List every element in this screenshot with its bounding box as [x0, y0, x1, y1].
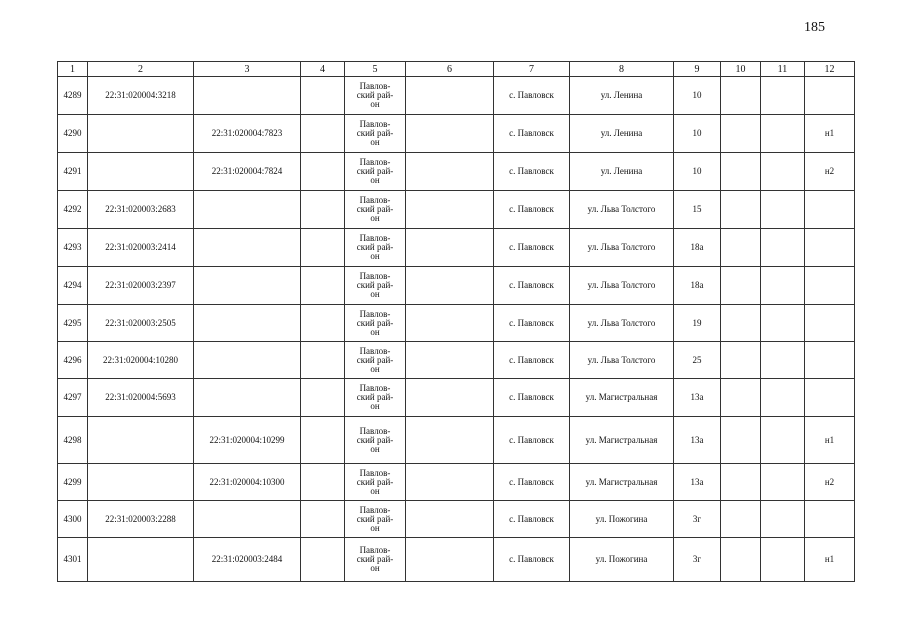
district-cell: Павлов- ский рай- он [345, 464, 406, 501]
column-4-cell [301, 417, 345, 464]
note-cell [805, 77, 855, 115]
row-number-cell: 4292 [58, 191, 88, 229]
object-cadastral-cell: 22:31:020004:7824 [194, 153, 301, 191]
column-11-cell [761, 538, 805, 582]
cadastral-number-cell [88, 417, 194, 464]
district-cell: Павлов- ский рай- он [345, 153, 406, 191]
cadastral-number-cell [88, 538, 194, 582]
column-10-cell [721, 153, 761, 191]
cadastral-number-cell: 22:31:020003:2505 [88, 305, 194, 342]
house-number-cell: 19 [674, 305, 721, 342]
settlement-cell: с. Павловск [494, 417, 570, 464]
column-4-cell [301, 153, 345, 191]
column-4-cell [301, 229, 345, 267]
row-number-cell: 4301 [58, 538, 88, 582]
object-cadastral-cell [194, 342, 301, 379]
column-11-cell [761, 191, 805, 229]
settlement-cell: с. Павловск [494, 538, 570, 582]
district-cell: Павлов- ский рай- он [345, 342, 406, 379]
note-cell: н1 [805, 115, 855, 153]
column-11-cell [761, 267, 805, 305]
cadastral-number-cell: 22:31:020004:10280 [88, 342, 194, 379]
table-row [58, 229, 855, 267]
table-row [58, 191, 855, 229]
district-cell: Павлов- ский рай- он [345, 267, 406, 305]
street-cell: ул. Ленина [570, 77, 674, 115]
column-6-cell [406, 267, 494, 305]
note-cell: н1 [805, 417, 855, 464]
row-number-cell: 4295 [58, 305, 88, 342]
house-number-cell: 18а [674, 267, 721, 305]
street-cell: ул. Льва Толстого [570, 342, 674, 379]
column-10-cell [721, 538, 761, 582]
table-header-row [58, 62, 855, 77]
street-cell: ул. Льва Толстого [570, 267, 674, 305]
column-header: 5 [345, 62, 406, 77]
column-10-cell [721, 464, 761, 501]
street-cell: ул. Льва Толстого [570, 191, 674, 229]
house-number-cell: 10 [674, 115, 721, 153]
column-10-cell [721, 191, 761, 229]
column-11-cell [761, 379, 805, 417]
district-cell: Павлов- ский рай- он [345, 229, 406, 267]
object-cadastral-cell [194, 229, 301, 267]
column-6-cell [406, 115, 494, 153]
cadastral-number-cell [88, 115, 194, 153]
street-cell: ул. Ленина [570, 153, 674, 191]
column-header: 9 [674, 62, 721, 77]
cadastral-number-cell: 22:31:020004:3218 [88, 77, 194, 115]
cadastral-number-cell [88, 464, 194, 501]
house-number-cell: 13а [674, 464, 721, 501]
column-4-cell [301, 501, 345, 538]
column-11-cell [761, 77, 805, 115]
column-header: 12 [805, 62, 855, 77]
column-4-cell [301, 342, 345, 379]
object-cadastral-cell [194, 501, 301, 538]
row-number-cell: 4298 [58, 417, 88, 464]
column-header: 2 [88, 62, 194, 77]
house-number-cell: 10 [674, 153, 721, 191]
note-cell [805, 267, 855, 305]
column-10-cell [721, 229, 761, 267]
object-cadastral-cell: 22:31:020004:7823 [194, 115, 301, 153]
settlement-cell: с. Павловск [494, 115, 570, 153]
column-header: 4 [301, 62, 345, 77]
settlement-cell: с. Павловск [494, 229, 570, 267]
row-number-cell: 4297 [58, 379, 88, 417]
column-6-cell [406, 77, 494, 115]
house-number-cell: 10 [674, 77, 721, 115]
row-number-cell: 4300 [58, 501, 88, 538]
column-4-cell [301, 538, 345, 582]
house-number-cell: 13а [674, 379, 721, 417]
settlement-cell: с. Павловск [494, 267, 570, 305]
column-6-cell [406, 538, 494, 582]
column-6-cell [406, 305, 494, 342]
table-row [58, 267, 855, 305]
note-cell: н2 [805, 464, 855, 501]
column-4-cell [301, 464, 345, 501]
column-10-cell [721, 417, 761, 464]
column-header: 11 [761, 62, 805, 77]
table-row [58, 115, 855, 153]
column-header: 6 [406, 62, 494, 77]
house-number-cell: 3г [674, 501, 721, 538]
settlement-cell: с. Павловск [494, 342, 570, 379]
column-header: 3 [194, 62, 301, 77]
column-11-cell [761, 342, 805, 379]
note-cell [805, 501, 855, 538]
column-4-cell [301, 305, 345, 342]
column-4-cell [301, 379, 345, 417]
column-10-cell [721, 267, 761, 305]
note-cell: н1 [805, 538, 855, 582]
street-cell: ул. Ленина [570, 115, 674, 153]
table-row [58, 464, 855, 501]
column-11-cell [761, 305, 805, 342]
page-number: 185 [804, 20, 825, 35]
row-number-cell: 4293 [58, 229, 88, 267]
column-header: 10 [721, 62, 761, 77]
street-cell: ул. Льва Толстого [570, 305, 674, 342]
house-number-cell: 13а [674, 417, 721, 464]
object-cadastral-cell: 22:31:020003:2484 [194, 538, 301, 582]
settlement-cell: с. Павловск [494, 77, 570, 115]
settlement-cell: с. Павловск [494, 153, 570, 191]
column-4-cell [301, 191, 345, 229]
district-cell: Павлов- ский рай- он [345, 305, 406, 342]
column-header: 8 [570, 62, 674, 77]
cadastral-number-cell: 22:31:020003:2288 [88, 501, 194, 538]
register-table [57, 61, 855, 582]
object-cadastral-cell: 22:31:020004:10299 [194, 417, 301, 464]
table-row [58, 153, 855, 191]
column-6-cell [406, 379, 494, 417]
cadastral-number-cell: 22:31:020003:2397 [88, 267, 194, 305]
column-10-cell [721, 115, 761, 153]
table-row [58, 342, 855, 379]
column-11-cell [761, 417, 805, 464]
street-cell: ул. Пожогина [570, 538, 674, 582]
table-row [58, 538, 855, 582]
district-cell: Павлов- ский рай- он [345, 501, 406, 538]
street-cell: ул. Льва Толстого [570, 229, 674, 267]
column-11-cell [761, 501, 805, 538]
street-cell: ул. Магистральная [570, 379, 674, 417]
district-cell: Павлов- ский рай- он [345, 77, 406, 115]
district-cell: Павлов- ский рай- он [345, 379, 406, 417]
column-10-cell [721, 379, 761, 417]
row-number-cell: 4296 [58, 342, 88, 379]
column-6-cell [406, 153, 494, 191]
note-cell [805, 305, 855, 342]
note-cell [805, 342, 855, 379]
house-number-cell: 18а [674, 229, 721, 267]
settlement-cell: с. Павловск [494, 191, 570, 229]
row-number-cell: 4289 [58, 77, 88, 115]
cadastral-number-cell: 22:31:020003:2683 [88, 191, 194, 229]
object-cadastral-cell [194, 305, 301, 342]
cadastral-number-cell [88, 153, 194, 191]
settlement-cell: с. Павловск [494, 464, 570, 501]
district-cell: Павлов- ский рай- он [345, 538, 406, 582]
column-10-cell [721, 501, 761, 538]
column-10-cell [721, 342, 761, 379]
settlement-cell: с. Павловск [494, 305, 570, 342]
row-number-cell: 4290 [58, 115, 88, 153]
cadastral-number-cell: 22:31:020004:5693 [88, 379, 194, 417]
column-10-cell [721, 305, 761, 342]
note-cell [805, 191, 855, 229]
settlement-cell: с. Павловск [494, 501, 570, 538]
district-cell: Павлов- ский рай- он [345, 191, 406, 229]
house-number-cell: 3г [674, 538, 721, 582]
street-cell: ул. Магистральная [570, 417, 674, 464]
column-6-cell [406, 501, 494, 538]
street-cell: ул. Магистральная [570, 464, 674, 501]
table-row [58, 77, 855, 115]
table-row [58, 501, 855, 538]
cadastral-number-cell: 22:31:020003:2414 [88, 229, 194, 267]
object-cadastral-cell [194, 267, 301, 305]
column-6-cell [406, 229, 494, 267]
object-cadastral-cell [194, 77, 301, 115]
object-cadastral-cell: 22:31:020004:10300 [194, 464, 301, 501]
settlement-cell: с. Павловск [494, 379, 570, 417]
district-cell: Павлов- ский рай- он [345, 417, 406, 464]
note-cell: н2 [805, 153, 855, 191]
column-11-cell [761, 464, 805, 501]
table-row [58, 305, 855, 342]
street-cell: ул. Пожогина [570, 501, 674, 538]
table-row [58, 379, 855, 417]
column-header: 7 [494, 62, 570, 77]
row-number-cell: 4299 [58, 464, 88, 501]
note-cell [805, 379, 855, 417]
object-cadastral-cell [194, 191, 301, 229]
column-header: 1 [58, 62, 88, 77]
column-6-cell [406, 464, 494, 501]
column-11-cell [761, 115, 805, 153]
column-10-cell [721, 77, 761, 115]
column-6-cell [406, 342, 494, 379]
row-number-cell: 4294 [58, 267, 88, 305]
column-6-cell [406, 417, 494, 464]
house-number-cell: 25 [674, 342, 721, 379]
column-6-cell [406, 191, 494, 229]
column-4-cell [301, 77, 345, 115]
column-11-cell [761, 229, 805, 267]
house-number-cell: 15 [674, 191, 721, 229]
column-4-cell [301, 267, 345, 305]
column-4-cell [301, 115, 345, 153]
note-cell [805, 229, 855, 267]
district-cell: Павлов- ский рай- он [345, 115, 406, 153]
column-11-cell [761, 153, 805, 191]
object-cadastral-cell [194, 379, 301, 417]
register-table-body [58, 77, 855, 582]
table-row [58, 417, 855, 464]
row-number-cell: 4291 [58, 153, 88, 191]
